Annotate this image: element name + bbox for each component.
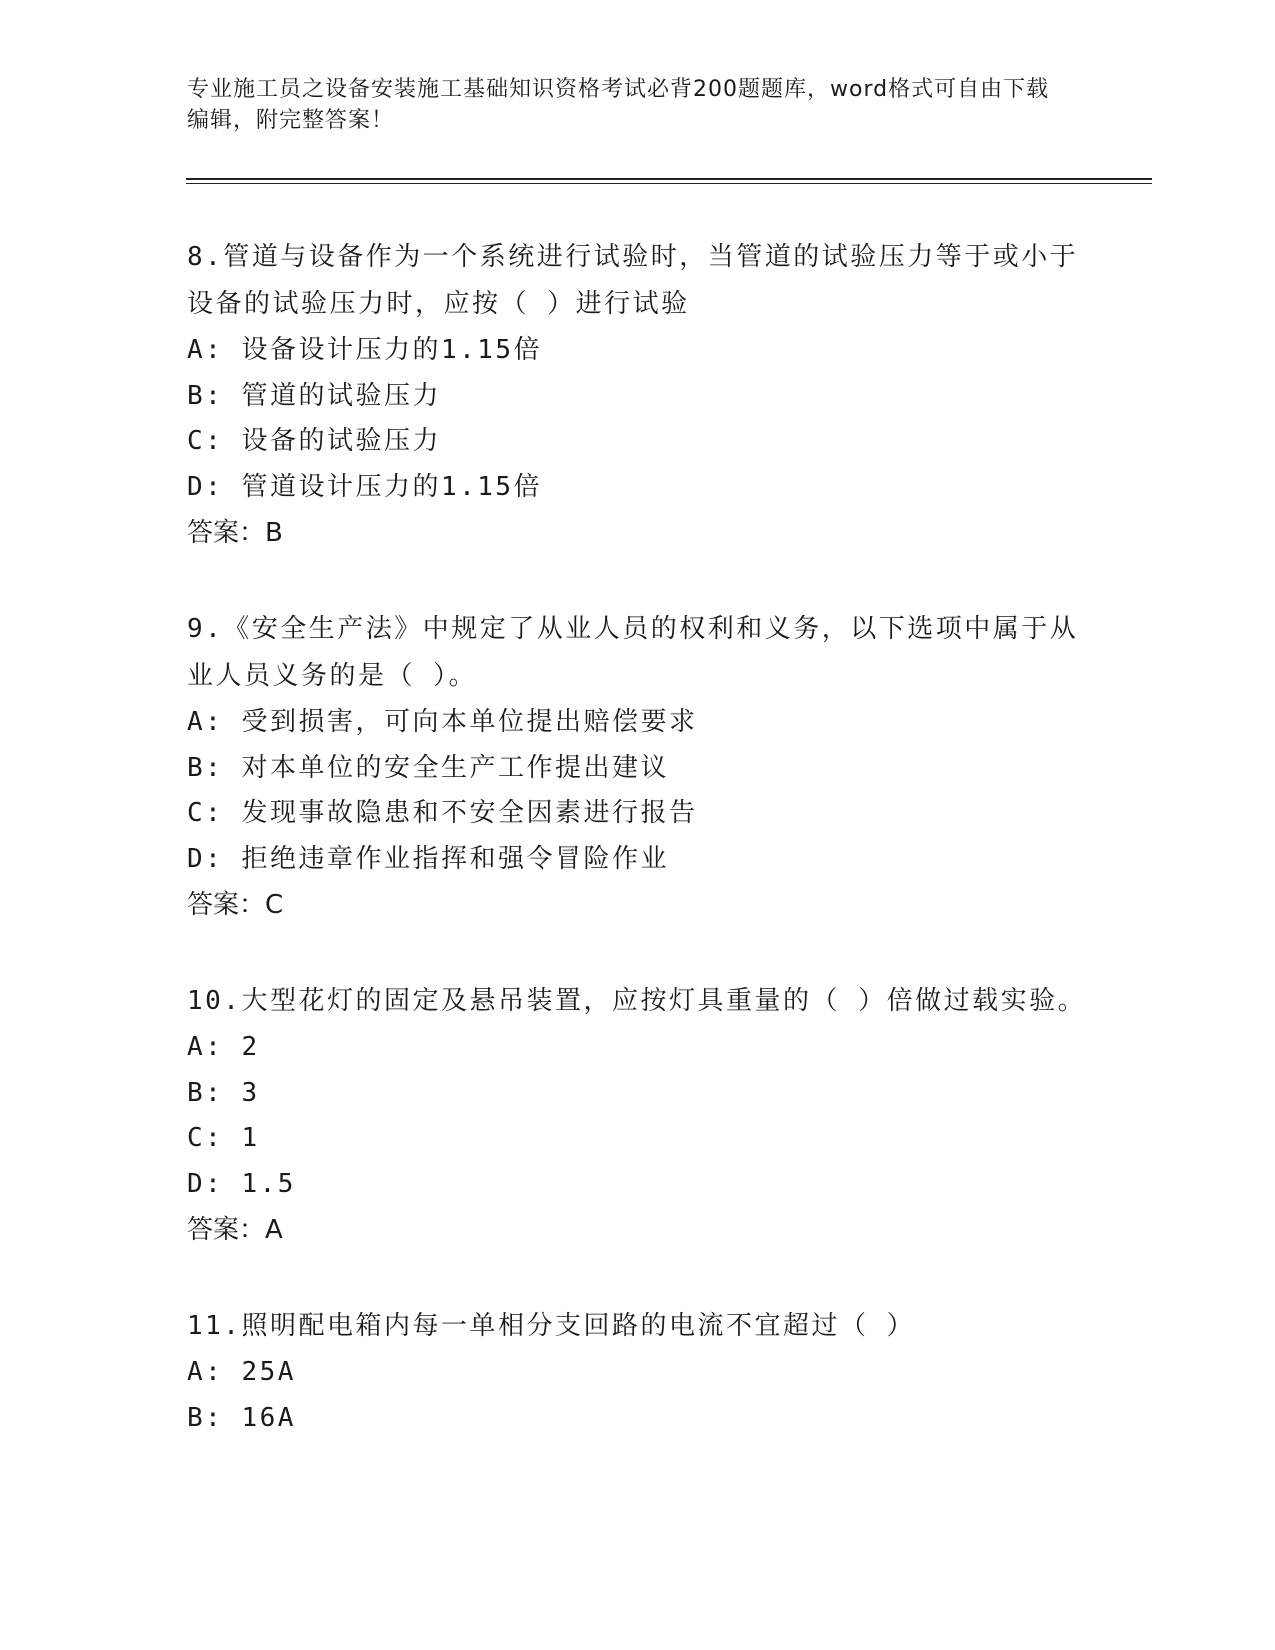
option-c: C: 发现事故隐患和不安全因素进行报告	[187, 798, 698, 828]
question-9	[187, 606, 1087, 928]
option-b: B: 对本单位的安全生产工作提出建议	[187, 752, 669, 783]
option-a: A: 设备设计压力的1.15倍	[187, 335, 543, 365]
option-a: A: 25A	[187, 1357, 296, 1387]
header-divider	[186, 178, 1152, 184]
option-d: D: 管道设计压力的1.15倍	[187, 471, 543, 502]
question-list	[187, 234, 1087, 1491]
document-title: 专业施工员之设备安装施工基础知识资格考试必背200题题库，word格式可自由下载编辑，附完整答案！	[187, 77, 1050, 133]
question-stem: 9.《安全生产法》中规定了从业人员的权利和义务，以下选项中属于从业人员义务的是（ ）。	[187, 614, 1079, 691]
option-d: D: 1.5	[187, 1168, 296, 1199]
question-stem: 11.照明配电箱内每一单相分支回路的电流不宜超过（ ）	[187, 1311, 916, 1341]
option-b: B: 16A	[187, 1402, 296, 1433]
option-b: B: 管道的试验压力	[187, 380, 441, 411]
option-d: D: 拒绝违章作业指挥和强令冒险作业	[187, 843, 669, 874]
question-stem: 8.管道与设备作为一个系统进行试验时，当管道的试验压力等于或小于设备的试验压力时，应按（ ）进行试验	[187, 242, 1079, 319]
question-8	[187, 234, 1087, 556]
answer-line: 答案：A	[187, 1215, 283, 1245]
answer-line: 答案：B	[187, 518, 283, 548]
option-b: B: 3	[187, 1077, 260, 1108]
answer-line: 答案：C	[187, 890, 284, 920]
option-c: C: 1	[187, 1123, 260, 1153]
option-a: A: 2	[187, 1032, 260, 1062]
option-c: C: 设备的试验压力	[187, 426, 441, 456]
question-stem: 10.大型花灯的固定及悬吊装置，应按灯具重量的（ ）倍做过载实验。	[187, 986, 1087, 1016]
option-a: A: 受到损害，可向本单位提出赔偿要求	[187, 707, 698, 737]
question-10	[187, 978, 1087, 1253]
question-11	[187, 1303, 1087, 1441]
